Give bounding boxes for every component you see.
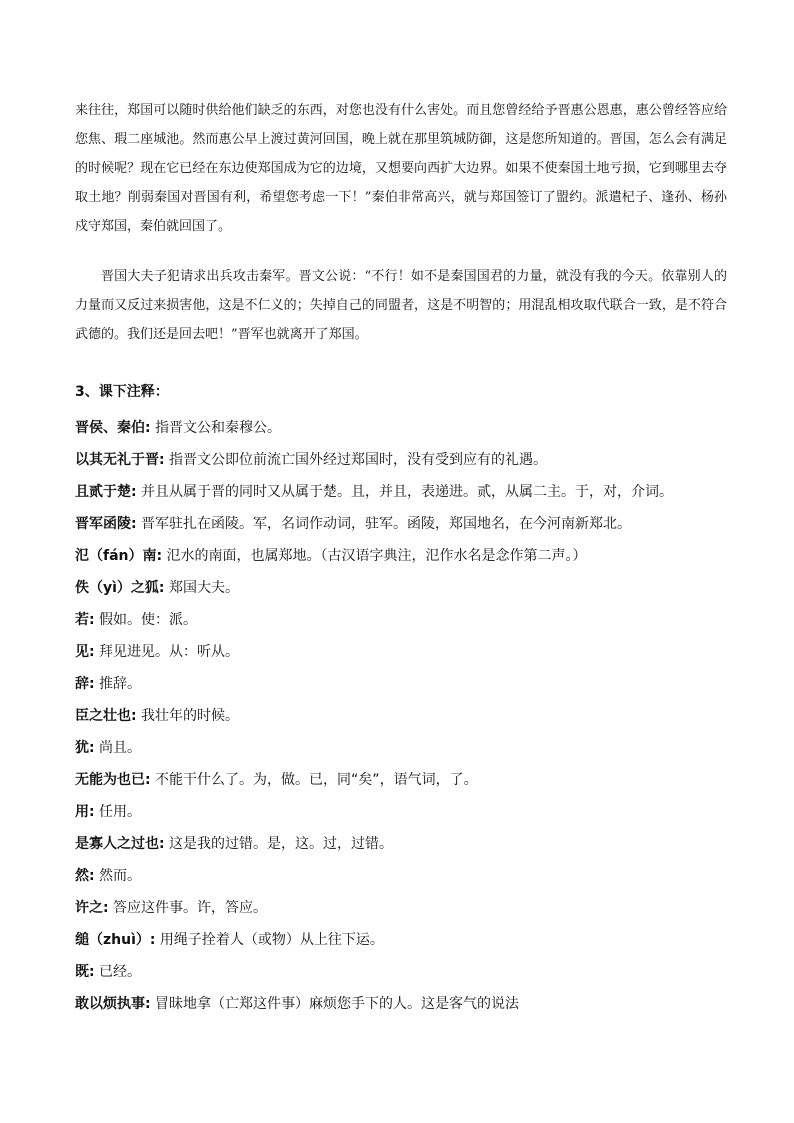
annotation-item [75,930,735,962]
annotation-term: 用: [75,804,95,820]
annotation-item [75,738,735,770]
translation-paragraph [75,262,727,349]
annotation-term: 犹: [75,740,95,756]
annotation-gloss: 然而。 [94,868,142,884]
annotation-term: 若: [75,612,95,628]
annotation-gloss: 拜见进见。从：听从。 [94,644,240,660]
annotation-term: 且贰于楚: [75,484,137,500]
annotation-term: 晋军函陵: [75,516,137,532]
annotation-item [75,482,735,514]
annotation-gloss: 尚且。 [94,740,142,756]
annotation-item [75,418,735,450]
annotation-gloss: 指晋文公即位前流亡国外经过郑国时，没有受到应有的礼遇。 [164,452,548,468]
annotation-gloss: 并且从属于晋的同时又从属于楚。且，并且，表递进。贰，从属二主。于，对，介词。 [136,484,674,500]
annotation-term: 然: [75,868,95,884]
annotation-item [75,450,735,482]
annotation-item [75,962,735,994]
annotation-item [75,674,735,706]
annotation-term: 氾（fán）南: [75,548,163,564]
annotation-gloss: 这是我的过错。是，这。过，过错。 [164,836,394,852]
annotation-term: 敢以烦执事: [75,996,151,1012]
annotation-gloss: 指晋文公和秦穆公。 [150,420,282,436]
section-heading: 3、课下注释： [75,384,169,400]
annotation-gloss: 我壮年的时候。 [136,708,240,724]
annotation-gloss: 冒昧地拿（亡郑这件事）麻烦您手下的人。这是客气的说法 [150,996,520,1012]
annotation-item [75,866,735,898]
annotation-item [75,770,735,802]
annotation-term: 臣之壮也: [75,708,137,724]
annotation-item [75,706,735,738]
annotation-gloss: 用绳子拴着人（或物）从上往下运。 [155,932,384,948]
annotation-term: 许之: [75,900,109,916]
annotation-gloss: 已经。 [94,964,142,980]
annotation-item [75,898,735,930]
annotation-term: 见: [75,644,95,660]
annotation-gloss: 郑国大夫。 [164,580,239,596]
annotation-gloss: 任用。 [94,804,142,820]
annotation-term: 既: [75,964,95,980]
annotation-item [75,642,735,674]
annotation-gloss: 不能干什么了。为，做。已，同“矣”，语气词，了。 [150,772,478,788]
annotation-item [75,610,735,642]
paragraph-text: 来往往，郑国可以随时供给他们缺乏的东西，对您也没有什么害处。而且您曾经给予晋惠公恩惠，惠公曾经答应给您焦、瑕二座城池。然而惠公早上渡过黄河回国，晚上就在那里筑城防御，这是您所知道的。晋国，怎么会有满足的时候呢？现在它已经在东边使郑国成为它的边境，又想要向西扩大边界。如果不使秦国土地亏损，它到哪里去夺取土地？削弱秦国对晋国有利，希望您考虑一下！”秦伯非常高兴，就与郑国签订了盟约。派遣杞子、逢孙、杨孙戍守郑国，秦伯就回国了。 [75,103,727,234]
annotation-term: 以其无礼于晋: [75,452,165,468]
annotation-term: 佚（yì）之狐: [75,580,165,596]
annotation-term: 辞: [75,676,95,692]
annotation-item [75,578,735,610]
annotation-item [75,802,735,834]
paragraph-text: 晋国大夫子犯请求出兵攻击秦军。晋文公说：“不行！如不是秦国国君的力量，就没有我的今天。依靠别人的力量而又反过来损害他，这是不仁义的；失掉自己的同盟者，这是不明智的；用混乱相攻取代联合一致，是不符合武德的。我们还是回去吧！”晋军也就离开了郑国。 [75,269,727,342]
annotation-list [75,418,735,1026]
annotation-item [75,514,735,546]
annotation-term: 缒（zhuì）: [75,932,156,948]
translation-paragraph [75,96,727,241]
annotation-item [75,834,735,866]
annotation-gloss: 推辞。 [94,676,142,692]
annotation-item [75,546,735,578]
annotation-item [75,994,735,1026]
annotation-term: 是寡人之过也: [75,836,165,852]
annotation-term: 晋侯、秦伯: [75,420,151,436]
annotation-gloss: 假如。使：派。 [94,612,198,628]
annotation-gloss: 晋军驻扎在函陵。军，名词作动词，驻军。函陵，郑国地名，在今河南新郑北。 [136,516,632,532]
annotation-gloss: 氾水的南面，也属郑地。（古汉语字典注，氾作水名是念作第二声。） [162,548,587,564]
annotation-term: 无能为也已: [75,772,151,788]
annotation-gloss: 答应这件事。许，答应。 [108,900,268,916]
